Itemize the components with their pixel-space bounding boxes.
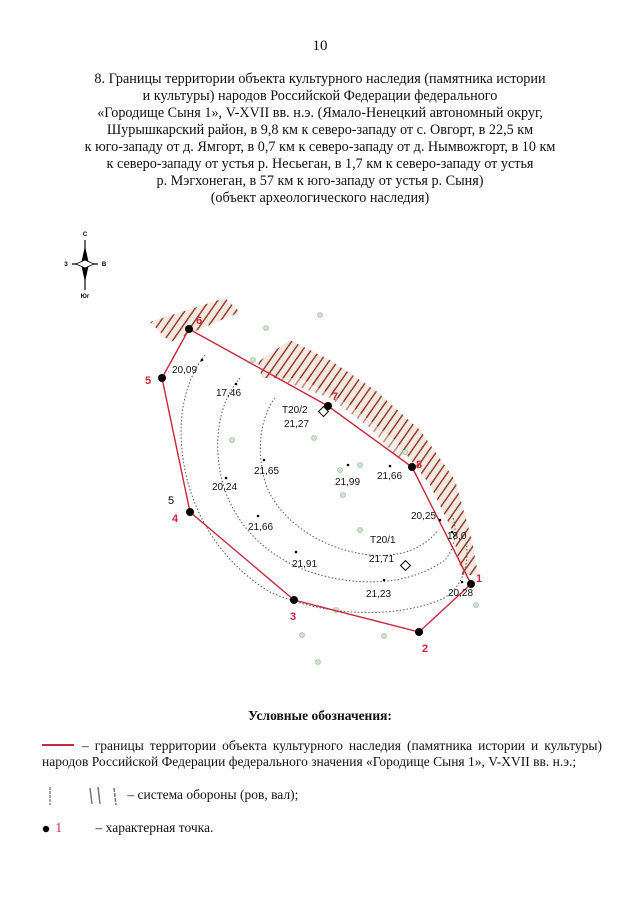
title-line: (объект археологического наследия) [210,190,430,206]
point-label: 6 [196,315,203,327]
benchmark-label: T20/2 [282,405,308,416]
title-line: 8. Границы территории объекта культурного наследия (памятника истории [94,71,546,87]
elevation-label: 20,28 [448,588,474,599]
point-label: 7 [332,391,339,403]
title-line: к юго-западу от д. Ямгорт, в 0,7 км к северо-западу от д. Нымвожгорт, в 10 км [84,139,556,155]
elevation-label: 21,91 [292,559,318,570]
document-title [40,71,600,207]
compass-north-label: С [82,232,88,238]
title-line: к северо-западу от устья р. Несьеган, в 1,7 км к северо-западу от устья [106,156,534,172]
title-line: Шурышкарский район, в 9,8 км к северо-западу от с. Овгорт, в 22,5 км [106,122,534,138]
point-label: 3 [290,611,297,623]
page-number: 10 [312,38,328,54]
legend-title: Условные обозначения: [248,708,392,723]
compass-rose-icon [62,228,108,300]
point-label: 5 [145,375,152,387]
elevation-label: 20,24 [212,482,238,493]
legend-point-sample: 1 [55,820,63,835]
elevation-label: 21,66 [377,471,403,482]
title-line: и культуры) народов Российской Федерации федерального [142,88,498,104]
title-line: «Городище Сыня 1», V-XVII вв. н.э. (Ямало-Ненецкий автономный округ, [97,105,543,121]
legend-point-text: – характерная точка. [95,820,214,835]
elevation-label: 21,27 [284,419,310,430]
characteristic-point-icon [42,825,50,833]
elevation-label: 20,25 [411,511,437,522]
legend-boundary-text: – границы территории объекта культурного наследия (памятника истории и культуры) народов Российской Федерации федерального значения «Городище Сыня 1», V-XVII вв. н.э.; [42,738,602,769]
legend-defense [42,785,602,807]
point-label: 8 [416,459,423,471]
elevation-label: 21,99 [335,477,361,488]
defense-band-west [150,298,240,342]
boundary-line-icon [42,744,74,746]
defense-system-icon [42,785,124,807]
legend-defense-text: – система обороны (ров, вал); [127,787,299,803]
elevation-label: 21,71 [369,554,395,565]
site-plan-map [130,290,530,670]
legend-boundary [42,738,602,770]
point-label: 4 [172,513,179,525]
title-line: р. Мэгхонеган, в 57 км к юго-западу от устья р. Сыня) [156,173,484,189]
compass-east-label: В [101,262,107,268]
map-extra-label: 5 [168,495,175,507]
elevation-label: 21,65 [254,466,280,477]
elevation-label: 21,66 [248,522,274,533]
elevation-label: 21,23 [366,589,392,600]
benchmark-label: T20/1 [370,535,396,546]
compass-south-label: Юг [80,294,90,300]
point-label: 1 [476,573,483,585]
benchmark-marker [401,561,411,571]
point-label: 2 [422,643,429,655]
elevation-label: 17,46 [216,388,242,399]
legend-point [42,820,602,836]
elevation-label: 20,09 [172,365,198,376]
elevation-label: 18,0 [447,531,467,542]
compass-west-label: З [64,262,68,268]
